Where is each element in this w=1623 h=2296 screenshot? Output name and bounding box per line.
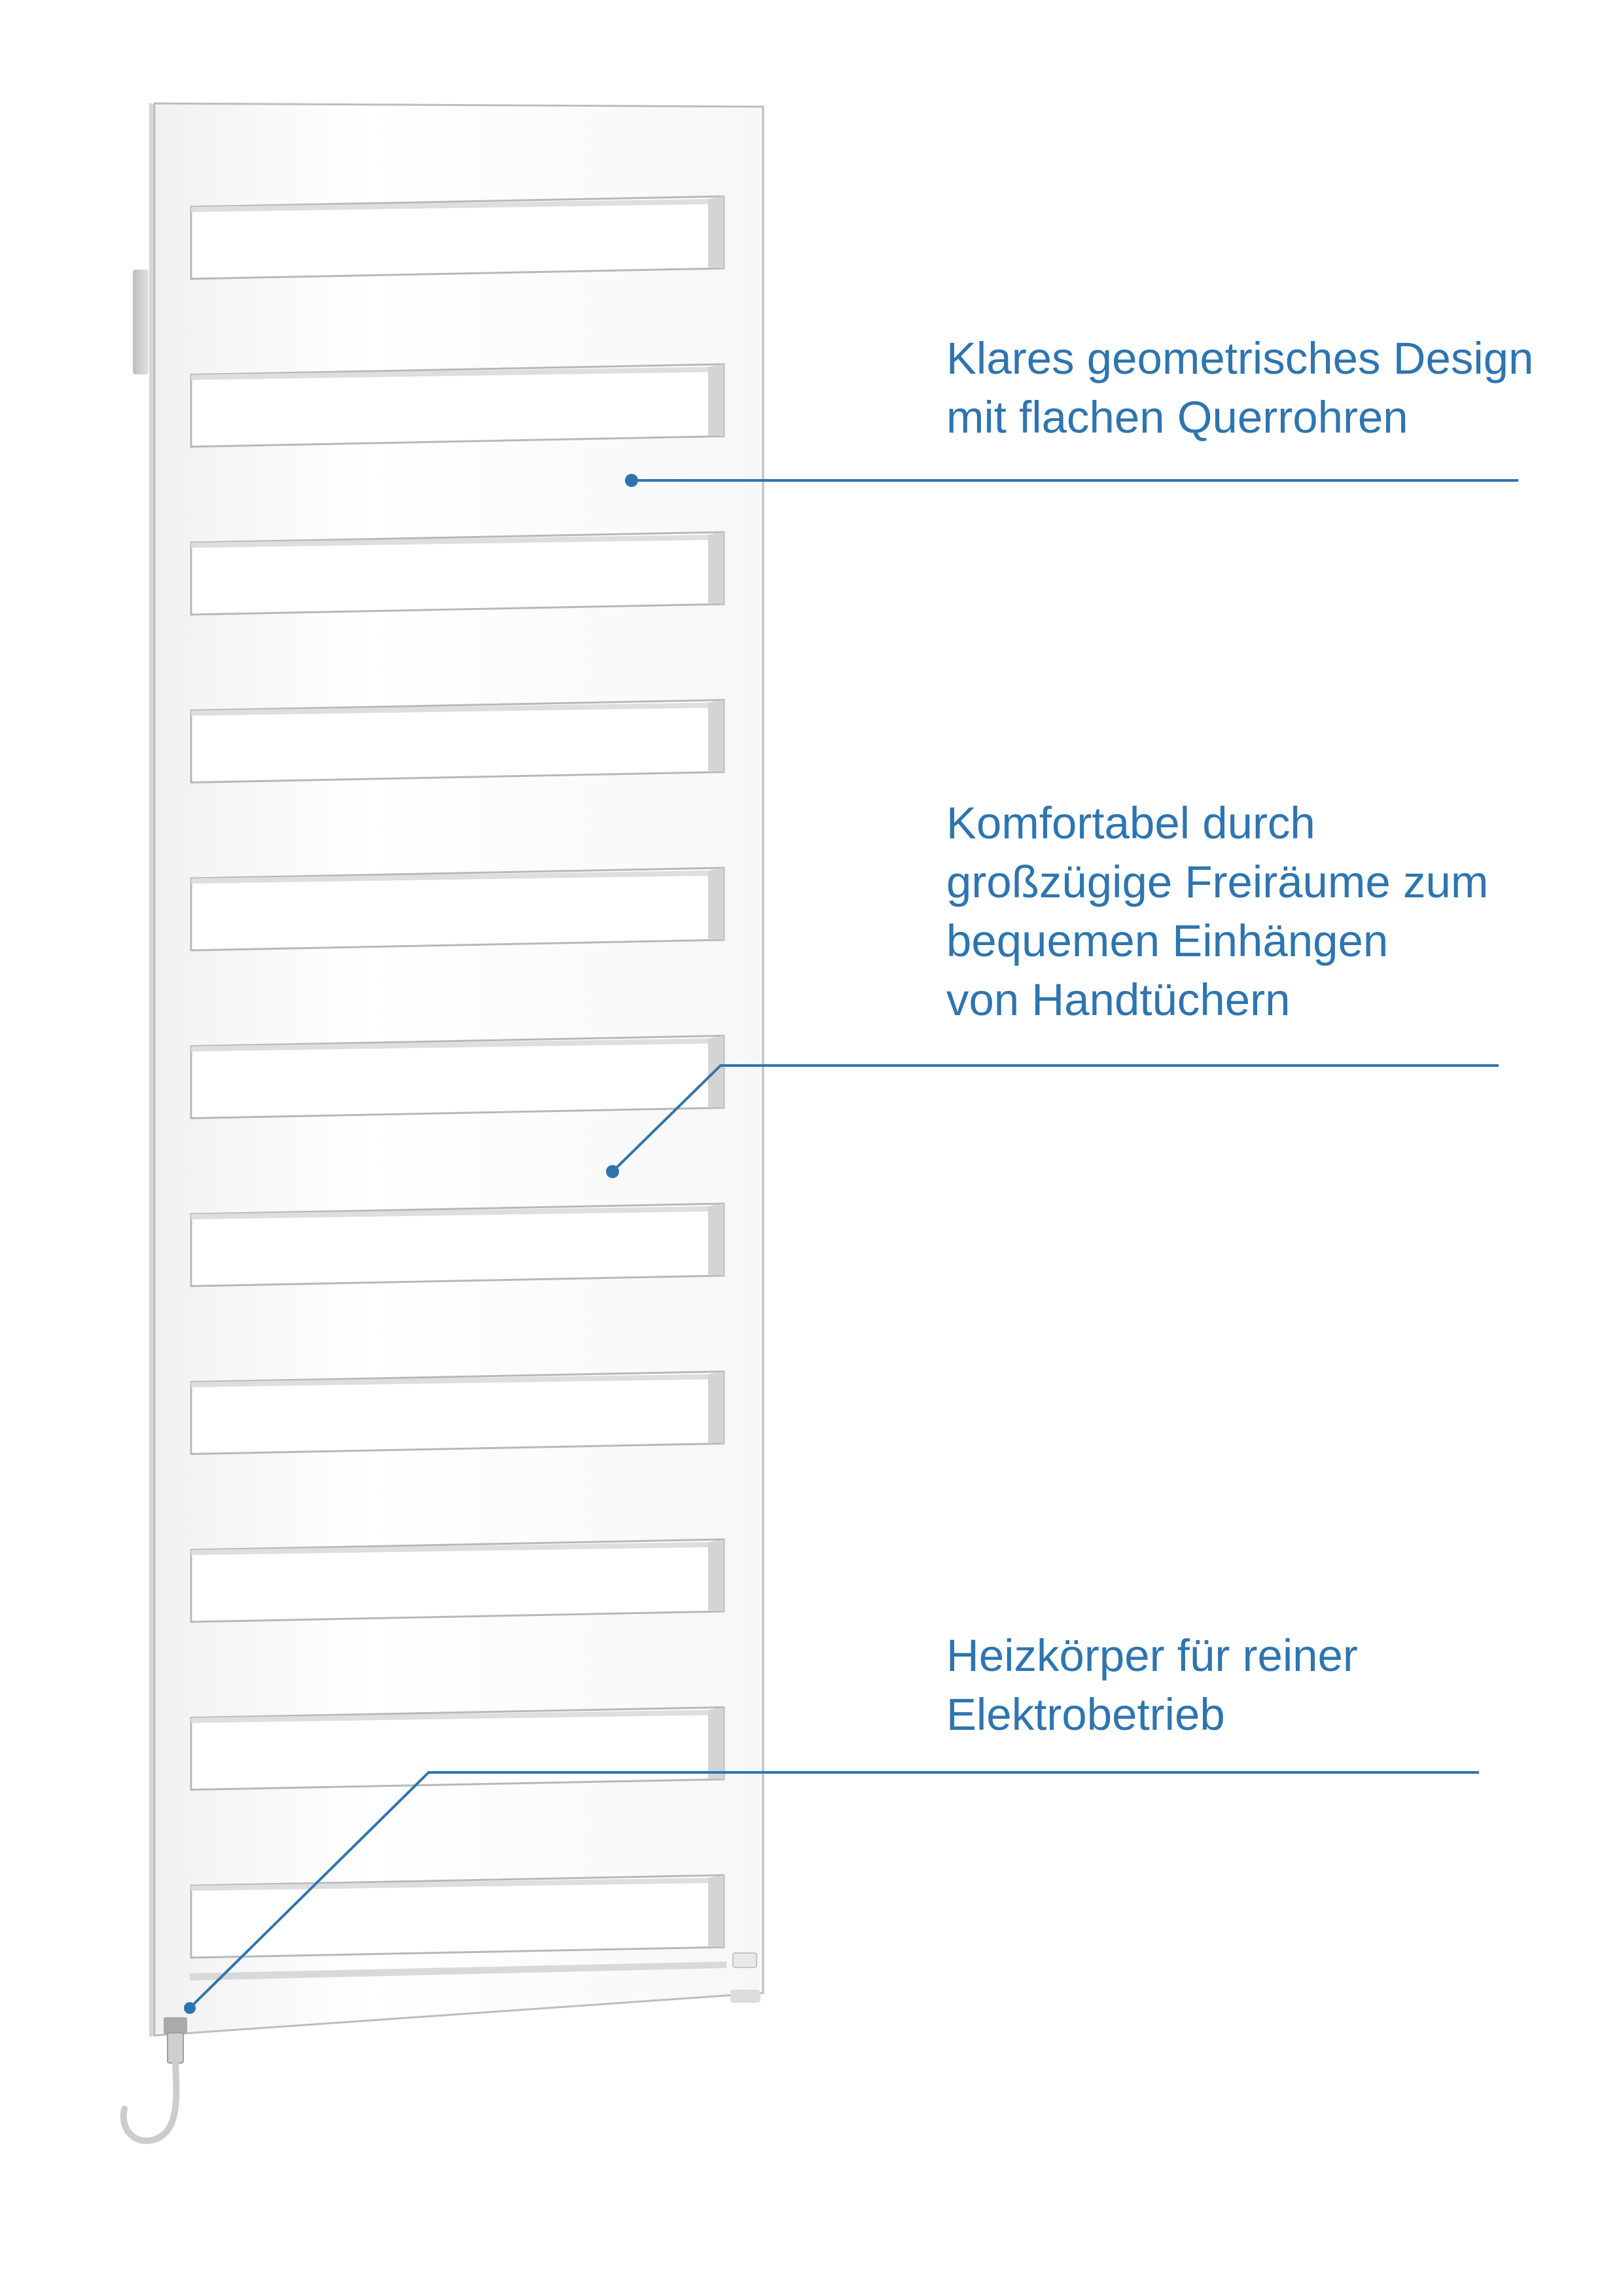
heating-element bbox=[164, 2017, 187, 2063]
callout-dot-electric bbox=[184, 2002, 196, 2014]
callout-label-comfort: Komfortabel durch großzügige Freiräume zum bequemen Einhängen von Handtüchern bbox=[946, 798, 1489, 1025]
callout-label-electric: Heizkörper für reiner Elektrobetrieb bbox=[946, 1630, 1358, 1740]
brand-plate bbox=[733, 1953, 757, 1967]
crossbar-slot-depth bbox=[708, 1708, 724, 1780]
callout-dot-design bbox=[625, 474, 638, 487]
crossbar-slot-depth bbox=[708, 365, 724, 437]
callout-dot-comfort bbox=[606, 1165, 619, 1178]
crossbar-slot-depth bbox=[708, 1875, 724, 1947]
crossbar-slot-depth bbox=[708, 1539, 724, 1611]
wall-bracket bbox=[133, 270, 149, 374]
crossbar-slot-depth bbox=[708, 868, 724, 940]
power-cable bbox=[124, 2062, 177, 2141]
callout-label-design: Klares geometrisches Design mit flachen Querrohren bbox=[946, 333, 1534, 442]
crossbar-slot-depth bbox=[708, 196, 724, 268]
crossbar-slot-depth bbox=[708, 1372, 724, 1444]
crossbar-slot-depth bbox=[708, 1204, 724, 1276]
crossbar-slot-depth bbox=[708, 700, 724, 772]
radiator-foot-right bbox=[730, 1990, 760, 2003]
crossbar-slot-depth bbox=[708, 532, 724, 604]
